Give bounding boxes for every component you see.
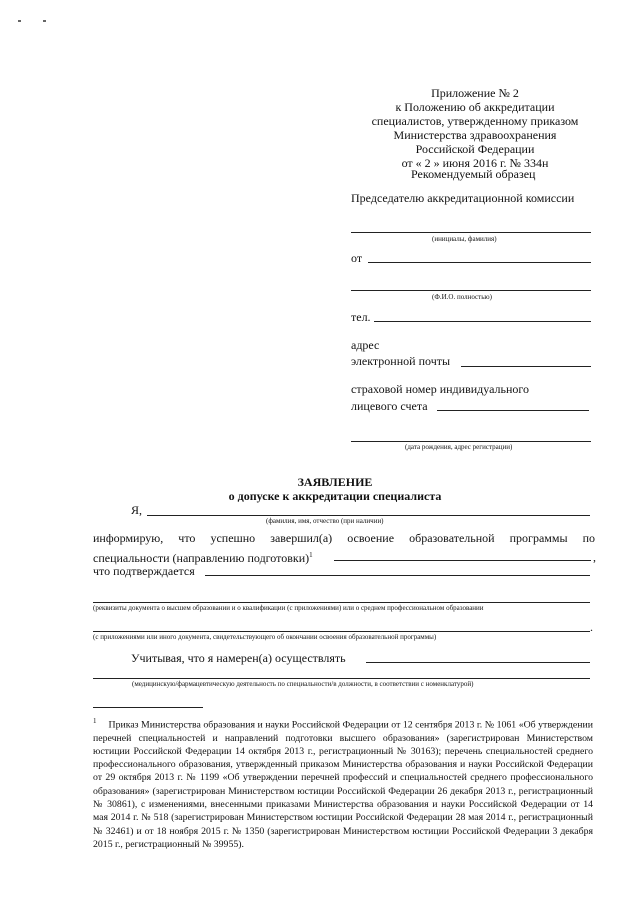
appendix-line: Министерства здравоохранения [393,128,557,142]
initials-caption: (инициалы, фамилия) [432,235,497,243]
appendix-line: Российской Федерации [415,142,535,156]
snils-label-2: лицевого счета [351,399,428,413]
education-document-field-2[interactable] [93,631,590,632]
confirmed-label: что подтверждается [93,564,195,578]
phone-label: тел. [351,310,371,324]
confirmed-field[interactable] [205,575,590,576]
intent-field[interactable] [366,662,590,663]
specialty-label-text: специальности (направлению подготовки) [93,551,310,565]
snils-label-1: страховой номер индивидуального [351,382,530,396]
name-caption: (фамилия, имя, отчество (при наличии) [266,517,384,525]
statement-subtitle: о допуске к аккредитации специалиста [228,489,442,503]
footnote [93,715,593,851]
footnote-text: Приказ Министерства образования и науки Российской Федерации от 12 сентября 2013 г. № 1061 «Об утверждении перечней специальностей и направлений подготовки высшего образования» (зарегистрирован Министерством юстиции Российской Федерации 14 октября 2013 г., регистрационный № 30163); перечень специальностей среднего профессионального образования, утвержденный приказом Министерства образования и науки Российской Федерации от 29 октября 2013 г. № 1199 «Об утверждении перечней профессий и специальностей среднего профессионального образования» (зарегистрирован Министерством юстиции Российской Федерации 26 декабря 2013 г., регистрационный № 30861), с изменениями, внесенными приказами Министерства образования и науки Российской Федерации от 14 мая 2014 г. № 518 (зарегистрирован Министерством юстиции Российской Федерации 28 мая 2014 г., регистрационный № 32461) и от 18 ноября 2015 г. № 1350 (зарегистрирован Министерством юстиции Российской Федерации 3 декабря 2015 г., регистрационный № 39955). [93,719,593,850]
email-label-2: электронной почты [351,354,451,368]
chairman-label: Председателю аккредитационной комиссии [351,191,575,205]
intent-text: Учитывая, что я намерен(а) осуществлять [131,651,346,665]
footnote-ref: 1 [309,551,313,559]
fio-caption: (Ф.И.О. полностью) [432,293,492,301]
education-doc-caption: (реквизиты документа о высшем образовании и о квалификации (с приложениями) или о среднем профессиональном образовании [93,604,484,612]
inform-text-content: информирую, что успешно завершил(а) освоение образовательной программы по [93,531,595,545]
education-document-field[interactable] [93,602,590,603]
email-field[interactable] [461,366,591,367]
scan-speck [18,20,21,22]
recommended-sample: Рекомендуемый образец [411,167,536,181]
snils-field[interactable] [437,410,589,411]
document-period: . [590,620,593,634]
phone-field[interactable] [374,321,591,322]
specialty-comma: , [593,550,596,564]
footnote-mark: 1 [93,717,97,725]
appendix-header [350,86,600,170]
appendix-line: специалистов, утвержденному приказом [371,114,579,128]
fio-field[interactable] [351,290,591,291]
appendix-line: Приложение № 2 [431,86,519,100]
birth-address-field[interactable] [351,441,591,442]
inform-text [93,531,595,545]
chairman-initials-field[interactable] [351,232,591,233]
full-name-field[interactable] [147,515,590,516]
activity-field[interactable] [93,678,590,679]
email-label-1: адрес [351,338,380,352]
i-label: Я, [131,503,143,517]
birth-caption: (дата рождения, адрес регистрации) [405,443,513,451]
from-label: от [351,251,363,265]
activity-caption: (медицинскую/фармацевтическую деятельность по специальности/в должности, в соответствии с номенклатурой) [132,680,474,688]
specialty-label [93,548,313,565]
specialty-field[interactable] [334,560,591,561]
from-field[interactable] [368,262,591,263]
scan-speck [43,20,46,22]
footnote-separator [93,707,203,708]
statement-title: ЗАЯВЛЕНИЕ [297,475,373,489]
appendix-line: к Положению об аккредитации [395,100,555,114]
appendix-line: от « 2 » июня 2016 г. № 334н [401,156,549,170]
education-doc-caption-2: (с приложениями или иного документа, свидетельствующего об окончании освоения образовательной программы) [93,633,437,641]
